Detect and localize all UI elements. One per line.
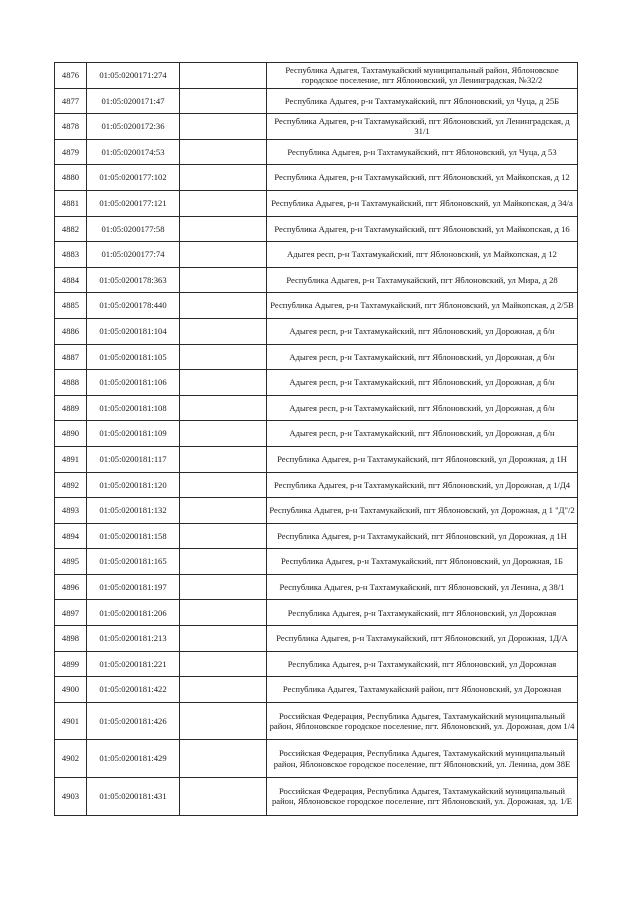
address: Республика Адыгея, р-н Тахтамукайский, пгт Яблоновский, ул Майкопская, д 2/5В: [267, 293, 578, 319]
address: Республика Адыгея, р-н Тахтамукайский, пгт Яблоновский, ул Чуца, д 25Б: [267, 88, 578, 114]
address: Российская Федерация, Республика Адыгея, Тахтамукайский муниципальный район, Яблоновское городское поселение, пгт Яблоновский, ул. Дорожная, зд. 1/Е: [267, 778, 578, 816]
cadastral-number: 01:05:0200172:36: [87, 114, 180, 140]
empty-cell: [180, 395, 267, 421]
row-number: 4903: [55, 778, 87, 816]
address: Республика Адыгея, р-н Тахтамукайский, пгт Яблоновский, ул Дорожная, 1Б: [267, 549, 578, 575]
table-row: [55, 139, 578, 165]
empty-cell: [180, 370, 267, 396]
row-number: 4884: [55, 267, 87, 293]
table-row: [55, 651, 578, 677]
empty-cell: [180, 446, 267, 472]
address: Республика Адыгея, р-н Тахтамукайский, пгт Яблоновский, ул Дорожная: [267, 600, 578, 626]
row-number: 4889: [55, 395, 87, 421]
cadastral-number: 01:05:0200181:109: [87, 421, 180, 447]
cadastral-number: 01:05:0200181:104: [87, 318, 180, 344]
empty-cell: [180, 318, 267, 344]
cadastral-number: 01:05:0200181:108: [87, 395, 180, 421]
cadastral-number: 01:05:0200181:117: [87, 446, 180, 472]
table-row: [55, 421, 578, 447]
row-number: 4882: [55, 216, 87, 242]
cadastral-number: 01:05:0200178:440: [87, 293, 180, 319]
table-row: [55, 344, 578, 370]
empty-cell: [180, 677, 267, 703]
row-number: 4879: [55, 139, 87, 165]
address: Республика Адыгея, р-н Тахтамукайский, пгт Яблоновский, ул Майкопская, д 16: [267, 216, 578, 242]
empty-cell: [180, 574, 267, 600]
cadastral-number: 01:05:0200177:74: [87, 242, 180, 268]
row-number: 4888: [55, 370, 87, 396]
empty-cell: [180, 63, 267, 89]
table-row: [55, 702, 578, 740]
table-row: [55, 267, 578, 293]
row-number: 4885: [55, 293, 87, 319]
empty-cell: [180, 242, 267, 268]
cadastral-number: 01:05:0200181:120: [87, 472, 180, 498]
empty-cell: [180, 139, 267, 165]
empty-cell: [180, 88, 267, 114]
cadastral-number: 01:05:0200181:197: [87, 574, 180, 600]
table-row: [55, 395, 578, 421]
cadastral-number: 01:05:0200181:132: [87, 498, 180, 524]
row-number: 4901: [55, 702, 87, 740]
row-number: 4883: [55, 242, 87, 268]
table-row: [55, 574, 578, 600]
address: Республика Адыгея, р-н Тахтамукайский, пгт Яблоновский, ул Майкопская, д 12: [267, 165, 578, 191]
table-row: [55, 242, 578, 268]
row-number: 4890: [55, 421, 87, 447]
registry-table-body: [55, 63, 578, 816]
cadastral-number: 01:05:0200181:426: [87, 702, 180, 740]
cadastral-number: 01:05:0200174:53: [87, 139, 180, 165]
address: Республика Адыгея, р-н Тахтамукайский, пгт Яблоновский, ул Дорожная, 1Д/А: [267, 626, 578, 652]
empty-cell: [180, 651, 267, 677]
address: Республика Адыгея, р-н Тахтамукайский, пгт Яблоновский, ул Дорожная, д 1 "Д"/2: [267, 498, 578, 524]
address: Республика Адыгея, р-н Тахтамукайский, пгт Яблоновский, ул Дорожная: [267, 651, 578, 677]
empty-cell: [180, 472, 267, 498]
address: Адыгея респ, р-н Тахтамукайский, пгт Яблоновский, ул Дорожная, д б/н: [267, 318, 578, 344]
address: Республика Адыгея, р-н Тахтамукайский, пгт Яблоновский, ул Майкопская, д 34/а: [267, 190, 578, 216]
empty-cell: [180, 626, 267, 652]
address: Республика Адыгея, Тахтамукайский муниципальный район, Яблоновское городское поселение, пгт Яблоновский, ул Ленинградская, №32/2: [267, 63, 578, 89]
table-row: [55, 472, 578, 498]
cadastral-number: 01:05:0200181:158: [87, 523, 180, 549]
row-number: 4892: [55, 472, 87, 498]
empty-cell: [180, 165, 267, 191]
row-number: 4898: [55, 626, 87, 652]
address: Адыгея респ, р-н Тахтамукайский, пгт Яблоновский, ул Дорожная, д б/н: [267, 344, 578, 370]
table-row: [55, 778, 578, 816]
row-number: 4895: [55, 549, 87, 575]
row-number: 4886: [55, 318, 87, 344]
address: Адыгея респ, р-н Тахтамукайский, пгт Яблоновский, ул Дорожная, д б/н: [267, 421, 578, 447]
empty-cell: [180, 344, 267, 370]
empty-cell: [180, 216, 267, 242]
address: Республика Адыгея, р-н Тахтамукайский, пгт Яблоновский, ул Чуца, д 53: [267, 139, 578, 165]
cadastral-number: 01:05:0200181:106: [87, 370, 180, 396]
row-number: 4899: [55, 651, 87, 677]
row-number: 4896: [55, 574, 87, 600]
empty-cell: [180, 600, 267, 626]
row-number: 4900: [55, 677, 87, 703]
cadastral-number: 01:05:0200171:47: [87, 88, 180, 114]
address: Адыгея респ, р-н Тахтамукайский, пгт Яблоновский, ул Дорожная, д б/н: [267, 370, 578, 396]
table-row: [55, 165, 578, 191]
row-number: 4881: [55, 190, 87, 216]
table-row: [55, 114, 578, 140]
empty-cell: [180, 778, 267, 816]
table-row: [55, 740, 578, 778]
cadastral-number: 01:05:0200181:105: [87, 344, 180, 370]
empty-cell: [180, 740, 267, 778]
address: Республика Адыгея, р-н Тахтамукайский, пгт Яблоновский, ул Дорожная, д 1/Д4: [267, 472, 578, 498]
table-row: [55, 63, 578, 89]
table-row: [55, 677, 578, 703]
cadastral-number: 01:05:0200177:58: [87, 216, 180, 242]
empty-cell: [180, 293, 267, 319]
cadastral-number: 01:05:0200181:429: [87, 740, 180, 778]
address: Адыгея респ, р-н Тахтамукайский, пгт Яблоновский, ул Майкопская, д 12: [267, 242, 578, 268]
address: Российская Федерация, Республика Адыгея, Тахтамукайский муниципальный район, Яблоновское городское поселение, пгт Яблоновский, ул. Ленина, дом 38Е: [267, 740, 578, 778]
address: Республика Адыгея, р-н Тахтамукайский, пгт Яблоновский, ул Ленинградская, д 31/1: [267, 114, 578, 140]
table-row: [55, 370, 578, 396]
address: Республика Адыгея, р-н Тахтамукайский, пгт Яблоновский, ул Дорожная, д 1Н: [267, 446, 578, 472]
table-row: [55, 626, 578, 652]
address: Адыгея респ, р-н Тахтамукайский, пгт Яблоновский, ул Дорожная, д б/н: [267, 395, 578, 421]
cadastral-number: 01:05:0200181:422: [87, 677, 180, 703]
row-number: 4897: [55, 600, 87, 626]
row-number: 4878: [55, 114, 87, 140]
table-row: [55, 190, 578, 216]
row-number: 4887: [55, 344, 87, 370]
address: Республика Адыгея, р-н Тахтамукайский, пгт Яблоновский, ул Дорожная, д 1Н: [267, 523, 578, 549]
table-row: [55, 216, 578, 242]
table-row: [55, 318, 578, 344]
empty-cell: [180, 114, 267, 140]
table-row: [55, 293, 578, 319]
table-row: [55, 600, 578, 626]
address: Республика Адыгея, р-н Тахтамукайский, пгт Яблоновский, ул Мира, д 28: [267, 267, 578, 293]
cadastral-number: 01:05:0200181:431: [87, 778, 180, 816]
cadastral-number: 01:05:0200177:121: [87, 190, 180, 216]
empty-cell: [180, 702, 267, 740]
address: Республика Адыгея, Тахтамукайский район, пгт Яблоновский, ул Дорожная: [267, 677, 578, 703]
cadastral-number: 01:05:0200171:274: [87, 63, 180, 89]
address: Российская Федерация, Республика Адыгея, Тахтамукайский муниципальный район, Яблоновское городское поселение, пгт. Яблоновский, ул. Дорожная, дом 1/4: [267, 702, 578, 740]
empty-cell: [180, 190, 267, 216]
empty-cell: [180, 523, 267, 549]
table-row: [55, 88, 578, 114]
registry-table: [54, 62, 578, 816]
empty-cell: [180, 498, 267, 524]
row-number: 4893: [55, 498, 87, 524]
empty-cell: [180, 549, 267, 575]
table-row: [55, 498, 578, 524]
table-row: [55, 549, 578, 575]
row-number: 4902: [55, 740, 87, 778]
cadastral-number: 01:05:0200178:363: [87, 267, 180, 293]
cadastral-number: 01:05:0200181:206: [87, 600, 180, 626]
empty-cell: [180, 421, 267, 447]
cadastral-number: 01:05:0200181:165: [87, 549, 180, 575]
row-number: 4880: [55, 165, 87, 191]
address: Республика Адыгея, р-н Тахтамукайский, пгт Яблоновский, ул Ленина, д 38/1: [267, 574, 578, 600]
table-row: [55, 446, 578, 472]
table-row: [55, 523, 578, 549]
row-number: 4877: [55, 88, 87, 114]
cadastral-number: 01:05:0200181:213: [87, 626, 180, 652]
row-number: 4894: [55, 523, 87, 549]
cadastral-number: 01:05:0200181:221: [87, 651, 180, 677]
empty-cell: [180, 267, 267, 293]
row-number: 4891: [55, 446, 87, 472]
row-number: 4876: [55, 63, 87, 89]
cadastral-number: 01:05:0200177:102: [87, 165, 180, 191]
